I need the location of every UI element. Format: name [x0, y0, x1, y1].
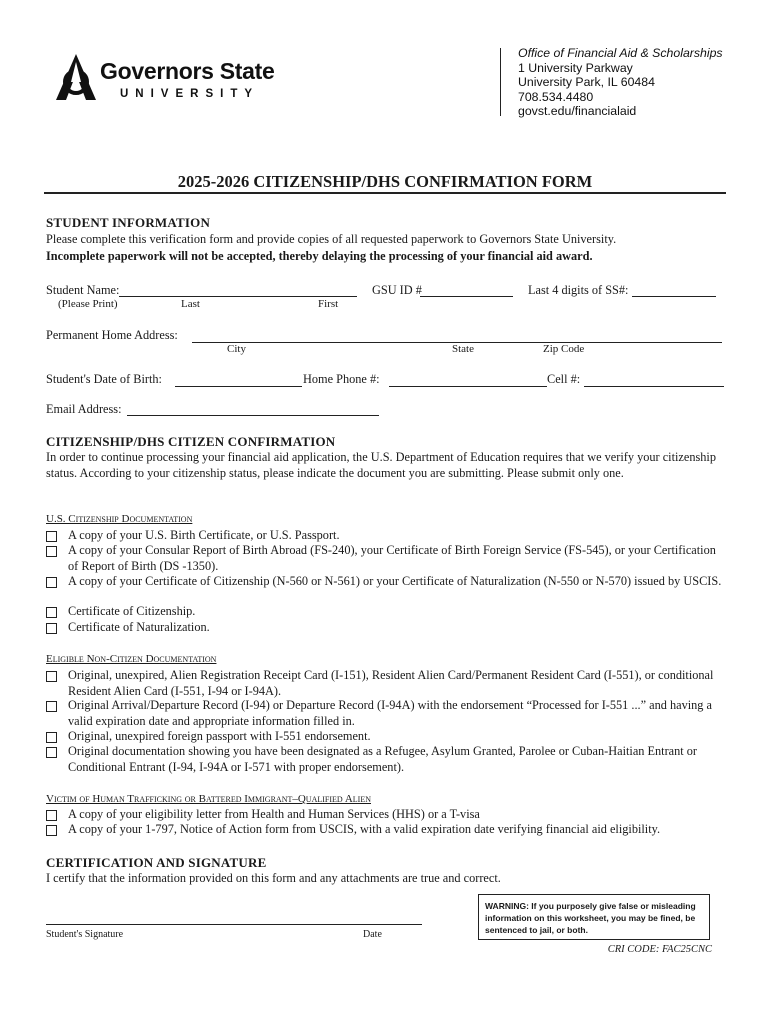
checkbox[interactable] [46, 825, 57, 836]
home-phone-label: Home Phone #: [303, 372, 380, 386]
checkbox[interactable] [46, 531, 57, 542]
checkbox[interactable] [46, 732, 57, 743]
noncitizen-doc-option[interactable]: Original, unexpired foreign passport with I-551 endorsement. [46, 729, 726, 745]
checkbox[interactable] [46, 623, 57, 634]
cri-code: CRI CODE: FAC25CNC [607, 944, 712, 955]
checkbox[interactable] [46, 701, 57, 712]
signature-label: Student's Signature [46, 929, 124, 940]
form-title: 2025-2026 CITIZENSHIP/DHS CONFIRMATION FORM [177, 172, 593, 191]
cell-field[interactable] [584, 386, 724, 387]
checkbox[interactable] [46, 546, 57, 557]
gsu-id-field[interactable] [420, 296, 513, 297]
noncitizen-doc-option[interactable]: Original Arrival/Departure Record (I-94) or Departure Record (I-94A) with the endorsement “Processed for I-551 ...” and having a valid expiration date and appropriate information filled in. [46, 698, 726, 729]
address-label: Permanent Home Address: [46, 328, 178, 342]
student-info-intro: Please complete this verification form and provide copies of all requested paperwork to Governors State University. [46, 232, 617, 246]
noncitizen-doc-option[interactable]: Original documentation showing you have been designated as a Refugee, Asylum Granted, Parolee or Cuban-Haitian Entrant or Conditional Entrant (I-94, I-94A or I-571 with proper endorsement). [46, 744, 726, 775]
checkbox[interactable] [46, 671, 57, 682]
us-doc-option[interactable]: A copy of your U.S. Birth Certificate, or U.S. Passport. [46, 528, 726, 544]
office-website: govst.edu/financialaid [518, 104, 637, 118]
checkbox[interactable] [46, 747, 57, 758]
victim-doc-option[interactable]: A copy of your eligibility letter from Health and Human Services (HHS) or a T-visa [46, 807, 726, 823]
us-doc-option[interactable]: A copy of your Certificate of Citizenship (N-560 or N-561) or your Certificate of Naturalization (N-550 or N-570) issued by USCIS. [46, 574, 726, 590]
ssn-label: Last 4 digits of SS#: [528, 283, 629, 297]
citizenship-intro: In order to continue processing your financial aid application, the U.S. Department of Education requires that we verify your citizenship status. According to your citizenship status, please indicate the document you are submitting. Please submit only one. [46, 450, 716, 480]
header-divider [500, 48, 501, 116]
zip-hint: Zip Code [543, 343, 585, 355]
warning-text: WARNING: If you purposely give false or misleading information on this worksheet, you may be fined, be sentenced to jail, or both. [485, 901, 696, 935]
student-info-heading: STUDENT INFORMATION [46, 215, 211, 230]
university-logo [52, 52, 292, 108]
please-print-note: (Please Print) [58, 298, 118, 310]
certification-heading: CERTIFICATION AND SIGNATURE [46, 855, 267, 870]
student-name-field[interactable] [119, 296, 357, 297]
city-hint: City [227, 343, 246, 355]
dob-label: Student's Date of Birth: [46, 372, 162, 386]
victim-subheading: Victim of Human Trafficking or Battered Immigrant–Qualified Alien [46, 793, 371, 805]
dob-field[interactable] [175, 386, 302, 387]
ssn-field[interactable] [632, 296, 716, 297]
noncitizen-subheading: Eligible Non-Citizen Documentation [46, 653, 217, 665]
office-contact-block [518, 46, 723, 119]
signature-field[interactable] [46, 924, 422, 925]
warning-box [478, 894, 710, 940]
noncitizen-doc-option[interactable]: Original, unexpired, Alien Registration Receipt Card (I-151), Resident Alien Card/Permanent Resident Card (I-551), or conditional Resident Alien Card (I-551, I-94 or I-94A). [46, 668, 726, 699]
checkbox[interactable] [46, 607, 57, 618]
gsu-id-label: GSU ID # [372, 283, 422, 297]
email-field[interactable] [127, 415, 379, 416]
us-doc-option[interactable]: Certificate of Naturalization. [46, 620, 726, 636]
office-street: 1 University Parkway [518, 60, 633, 75]
us-doc-option[interactable]: A copy of your Consular Report of Birth Abroad (FS-240), your Certificate of Birth Foreign Service (FS-545), or your Certification of Report of Birth (DS -1350). [46, 543, 726, 574]
office-phone: 708.534.4480 [518, 89, 594, 104]
logo-subtitle: UNIVERSITY [120, 88, 260, 100]
email-label: Email Address: [46, 402, 122, 416]
home-phone-field[interactable] [389, 386, 547, 387]
date-label: Date [363, 929, 382, 940]
logo-wordmark: Governors State [100, 58, 275, 84]
logo-mark-icon [52, 52, 100, 104]
checkbox[interactable] [46, 577, 57, 588]
cell-label: Cell #: [547, 372, 581, 386]
office-name: Office of Financial Aid & Scholarships [518, 46, 723, 60]
citizenship-heading: CITIZENSHIP/DHS CITIZEN CONFIRMATION [46, 434, 336, 449]
student-name-label: Student Name: [46, 283, 120, 297]
us-doc-option[interactable]: Certificate of Citizenship. [46, 604, 726, 620]
us-citizenship-subheading: U.S. Citizenship Documentation [46, 513, 193, 525]
certification-statement: I certify that the information provided on this form and any attachments are true and correct. [46, 871, 501, 885]
title-rule [44, 192, 726, 194]
student-info-warning: Incomplete paperwork will not be accepted, thereby delaying the processing of your financial aid award. [46, 249, 593, 263]
first-name-hint: First [318, 298, 339, 310]
state-hint: State [452, 343, 474, 355]
checkbox[interactable] [46, 810, 57, 821]
last-name-hint: Last [181, 298, 200, 310]
office-city: University Park, IL 60484 [518, 75, 655, 89]
victim-doc-option[interactable]: A copy of your 1-797, Notice of Action form from USCIS, with a valid expiration date verifying financial aid eligibility. [46, 822, 726, 838]
